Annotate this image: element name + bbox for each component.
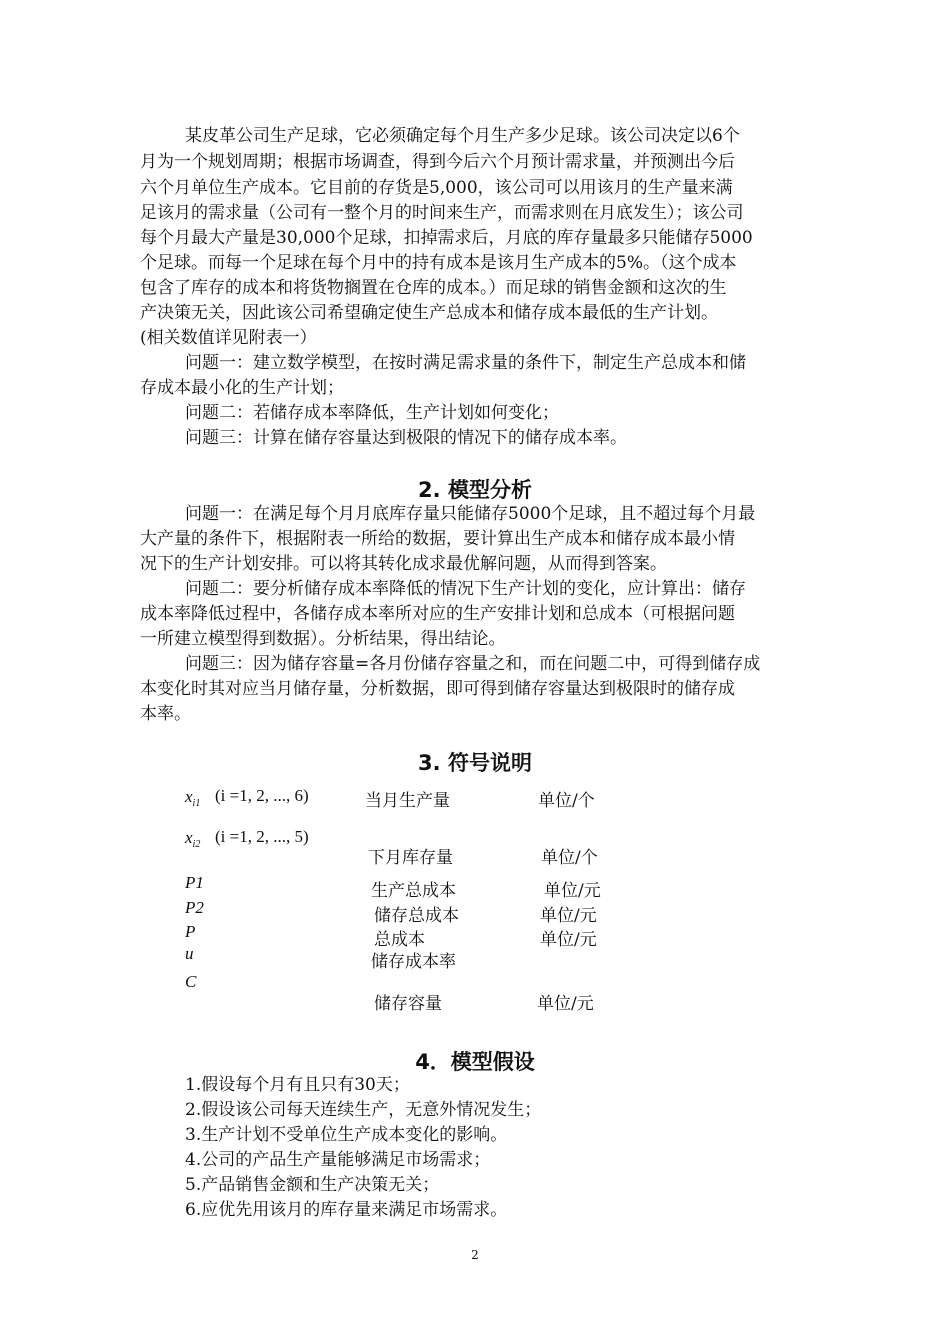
section-2-line: 问题二：要分析储存成本率降低的情况下生产计划的变化，应计算出：储存 [185, 579, 746, 599]
assumption-item: 5.产品销售金额和生产决策无关； [185, 1175, 440, 1195]
section-2-title: 2. 模型分析 [418, 478, 532, 502]
intro-line: 产决策无关，因此该公司希望确定使生产总成本和储存成本最低的生产计划。 [140, 303, 718, 323]
question-2: 问题二：若储存成本率降低，生产计划如何变化； [185, 403, 559, 423]
intro-line: 包含了库存的成本和将货物搁置在仓库的成本。）而足球的销售金额和这次的生 [140, 278, 727, 298]
symbol-description: 生产总成本 [371, 881, 456, 901]
intro-line: 足该月的需求量（公司有一整个月的时间来生产，而需求则在月底发生）；该公司 [140, 203, 744, 223]
symbol-unit: 单位/元 [540, 906, 597, 926]
assumption-item: 2.假设该公司每天连续生产，无意外情况发生； [185, 1100, 542, 1120]
page-number: 2 [471, 1248, 479, 1262]
symbol-unit: 单位/元 [540, 930, 597, 950]
assumption-item: 4.公司的产品生产量能够满足市场需求； [185, 1150, 491, 1170]
symbol-unit: 单位/元 [537, 994, 594, 1014]
intro-line: 月为一个规划周期；根据市场调查，得到今后六个月预计需求量，并预测出今后 [140, 152, 735, 172]
assumption-item: 3.生产计划不受单位生产成本变化的影响。 [185, 1125, 508, 1145]
symbol-description: 储存总成本 [374, 906, 459, 926]
question-1-line-1: 问题一：建立数学模型，在按时满足需求量的条件下，制定生产总成本和储 [185, 353, 746, 373]
question-3: 问题三：计算在储存容量达到极限的情况下的储存成本率。 [185, 428, 627, 448]
section-2-line: 本变化时其对应当月储存量，分析数据，即可得到储存容量达到极限时的储存成 [140, 679, 735, 699]
section-2-line: 一所建立模型得到数据）。分析结果，得出结论。 [140, 629, 506, 649]
section-2-line: 成本率降低过程中，各储存成本率所对应的生产安排计划和总成本（可根据问题 [140, 604, 735, 624]
section-2-line: 本率。 [140, 704, 191, 724]
assumption-item: 6.应优先用该月的库存量来满足市场需求。 [185, 1200, 508, 1220]
symbol-p: P [185, 922, 196, 941]
symbol-description: 储存容量 [374, 994, 442, 1014]
symbol-unit: 单位/元 [544, 881, 601, 901]
symbol-u: u [185, 944, 194, 963]
symbol-p1: P1 [185, 873, 204, 892]
section-3-title: 3. 符号说明 [418, 751, 532, 775]
intro-line: 每个月最大产量是30,000个足球，扣掉需求后，月底的库存量最多只能储存5000 [140, 228, 753, 248]
intro-line: 某皮革公司生产足球，它必须确定每个月生产多少足球。该公司决定以6个 [185, 126, 740, 146]
symbol-p2: P2 [185, 898, 204, 917]
symbol-unit: 单位/个 [538, 791, 595, 811]
symbol-description: 下月库存量 [368, 848, 453, 868]
section-2-line: 问题一：在满足每个月月底库存量只能储存5000个足球，且不超过每个月最 [185, 504, 756, 524]
intro-line: 六个月单位生产成本。它目前的存货是5,000，该公司可以用该月的生产量来满 [140, 178, 733, 198]
section-2-line: 问题三：因为储存容量=各月份储存容量之和，而在问题二中，可得到储存成 [185, 654, 761, 674]
symbol-range: (i =1, 2, ..., 5) [215, 827, 309, 846]
symbol-description: 储存成本率 [371, 952, 456, 972]
symbol-range: (i =1, 2, ..., 6) [215, 786, 309, 805]
intro-line: 个足球。而每一个足球在每个月中的持有成本是该月生产成本的5%。（这个成本 [140, 253, 737, 273]
section-2-line: 大产量的条件下，根据附表一所给的数据，要计算出生产成本和储存成本最小情 [140, 529, 735, 549]
symbol-description: 当月生产量 [365, 791, 450, 811]
symbol-description: 总成本 [374, 930, 425, 950]
intro-line: (相关数值详见附表一） [140, 328, 317, 348]
symbol-unit: 单位/个 [541, 848, 598, 868]
symbol-c: C [185, 972, 197, 991]
assumption-item: 1.假设每个月有且只有30天； [185, 1075, 410, 1095]
symbol-x-i1: $x_{i1}$ [185, 787, 201, 809]
section-2-line: 况下的生产计划安排。可以将其转化成求最优解问题，从而得到答案。 [140, 554, 667, 574]
question-1-line-2: 存成本最小化的生产计划； [140, 378, 344, 398]
section-4-title: 4．模型假设 [415, 1050, 535, 1074]
symbol-x-i2: $x_{i2}$ [185, 828, 201, 850]
